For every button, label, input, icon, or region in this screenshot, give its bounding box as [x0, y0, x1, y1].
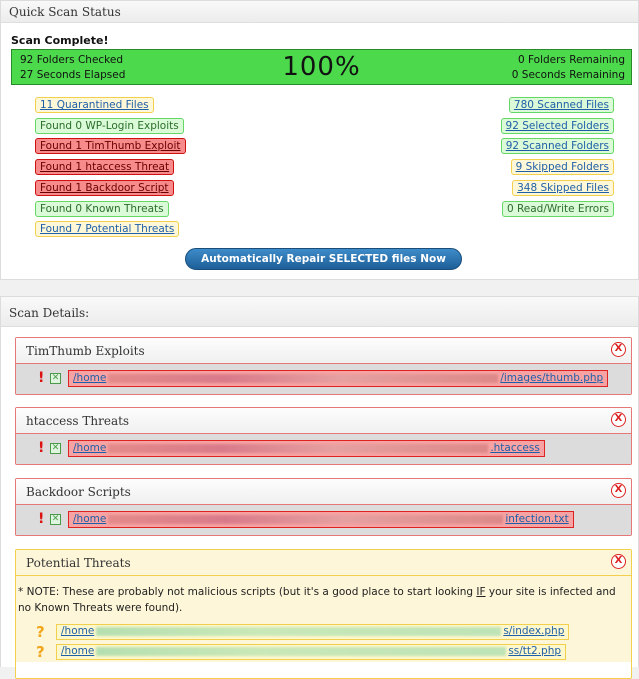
potential-file-row: [16, 642, 631, 662]
checkbox-icon[interactable]: ✕: [51, 514, 60, 524]
backdoor-file-link[interactable]: [68, 511, 574, 528]
htaccess-section-title: htaccess Threats: [16, 408, 631, 434]
known-threats-result: Found 0 Known Threats: [35, 201, 169, 217]
seconds-elapsed: 27 Seconds Elapsed: [20, 69, 126, 81]
timthumb-exploit-link[interactable]: Found 1 TimThumb Exploit: [35, 138, 186, 154]
htaccess-file-link[interactable]: [68, 440, 545, 457]
timthumb-file-link[interactable]: [68, 370, 608, 387]
scan-complete-title: Scan Complete!: [11, 34, 109, 47]
quarantined-files-link[interactable]: 11 Quarantined Files: [35, 97, 154, 113]
redacted-path: [108, 444, 488, 453]
scanned-folders-link[interactable]: 92 Scanned Folders: [501, 138, 614, 154]
timthumb-file-row: [16, 364, 631, 394]
potential-file-link[interactable]: /home s/index.php: [56, 624, 569, 640]
skipped-folders-link[interactable]: 9 Skipped Folders: [511, 159, 614, 175]
scan-details-header: Scan Details:: [1, 297, 638, 327]
htaccess-file-row: [16, 434, 631, 464]
seconds-remaining: 0 Seconds Remaining: [511, 69, 625, 81]
quick-scan-header: Quick Scan Status: [1, 1, 638, 23]
timthumb-section-title: TimThumb Exploits: [16, 338, 631, 364]
backdoor-script-link[interactable]: Found 1 Backdoor Script: [35, 180, 174, 196]
redacted-path: [108, 374, 498, 383]
close-icon[interactable]: X: [611, 554, 626, 569]
scanned-files-link[interactable]: 780 Scanned Files: [509, 97, 614, 113]
checkbox-icon[interactable]: ✕: [51, 373, 60, 383]
close-icon[interactable]: X: [611, 342, 626, 357]
warning-icon: !: [38, 370, 45, 386]
folders-remaining: 0 Folders Remaining: [517, 54, 625, 66]
repair-selected-button[interactable]: Automatically Repair SELECTED files Now: [185, 248, 462, 270]
close-icon[interactable]: X: [611, 483, 626, 498]
potential-file-row: [16, 622, 631, 642]
backdoor-section: [15, 478, 632, 536]
selected-folders-link[interactable]: 92 Selected Folders: [501, 118, 614, 134]
quick-scan-panel: [0, 0, 639, 280]
checkbox-icon[interactable]: ✕: [51, 443, 60, 453]
potential-threats-note: * NOTE: These are probably not malicious scripts (but it's a good place to start looking IF your site is infected and no Known Threats were found).: [16, 576, 631, 622]
path-start: /home: [73, 372, 107, 384]
path-end: infection.txt: [505, 513, 569, 525]
progress-percent: 100%: [282, 52, 361, 82]
path-start: /home: [73, 513, 107, 525]
backdoor-section-title: Backdoor Scripts: [16, 479, 631, 505]
timthumb-section: [15, 337, 632, 395]
warning-icon: !: [38, 511, 45, 527]
warning-icon: !: [38, 440, 45, 456]
question-icon: ?: [36, 643, 45, 661]
backdoor-file-row: [16, 505, 631, 535]
potential-threats-section: [15, 549, 632, 679]
skipped-files-link[interactable]: 348 Skipped Files: [512, 180, 614, 196]
htaccess-section: [15, 407, 632, 465]
path-end: .htaccess: [490, 442, 540, 454]
redacted-path: [96, 647, 506, 656]
potential-threats-link[interactable]: Found 7 Potential Threats: [35, 221, 179, 237]
potential-threats-title: Potential Threats: [16, 550, 631, 576]
potential-file-link[interactable]: /home ss/tt2.php: [56, 644, 566, 660]
question-icon: ?: [36, 623, 45, 641]
htaccess-threat-link[interactable]: Found 1 htaccess Threat: [35, 159, 174, 175]
scan-progress-bar: [11, 49, 632, 85]
folders-checked: 92 Folders Checked: [20, 54, 124, 66]
redacted-path: [108, 515, 503, 524]
redacted-path: [96, 627, 501, 636]
scan-details-panel: [0, 296, 639, 667]
path-end: /images/thumb.php: [500, 372, 604, 384]
close-icon[interactable]: X: [611, 412, 626, 427]
read-write-errors-result: 0 Read/Write Errors: [502, 201, 614, 217]
wp-login-exploits-result: Found 0 WP-Login Exploits: [35, 118, 184, 134]
path-start: /home: [73, 442, 107, 454]
